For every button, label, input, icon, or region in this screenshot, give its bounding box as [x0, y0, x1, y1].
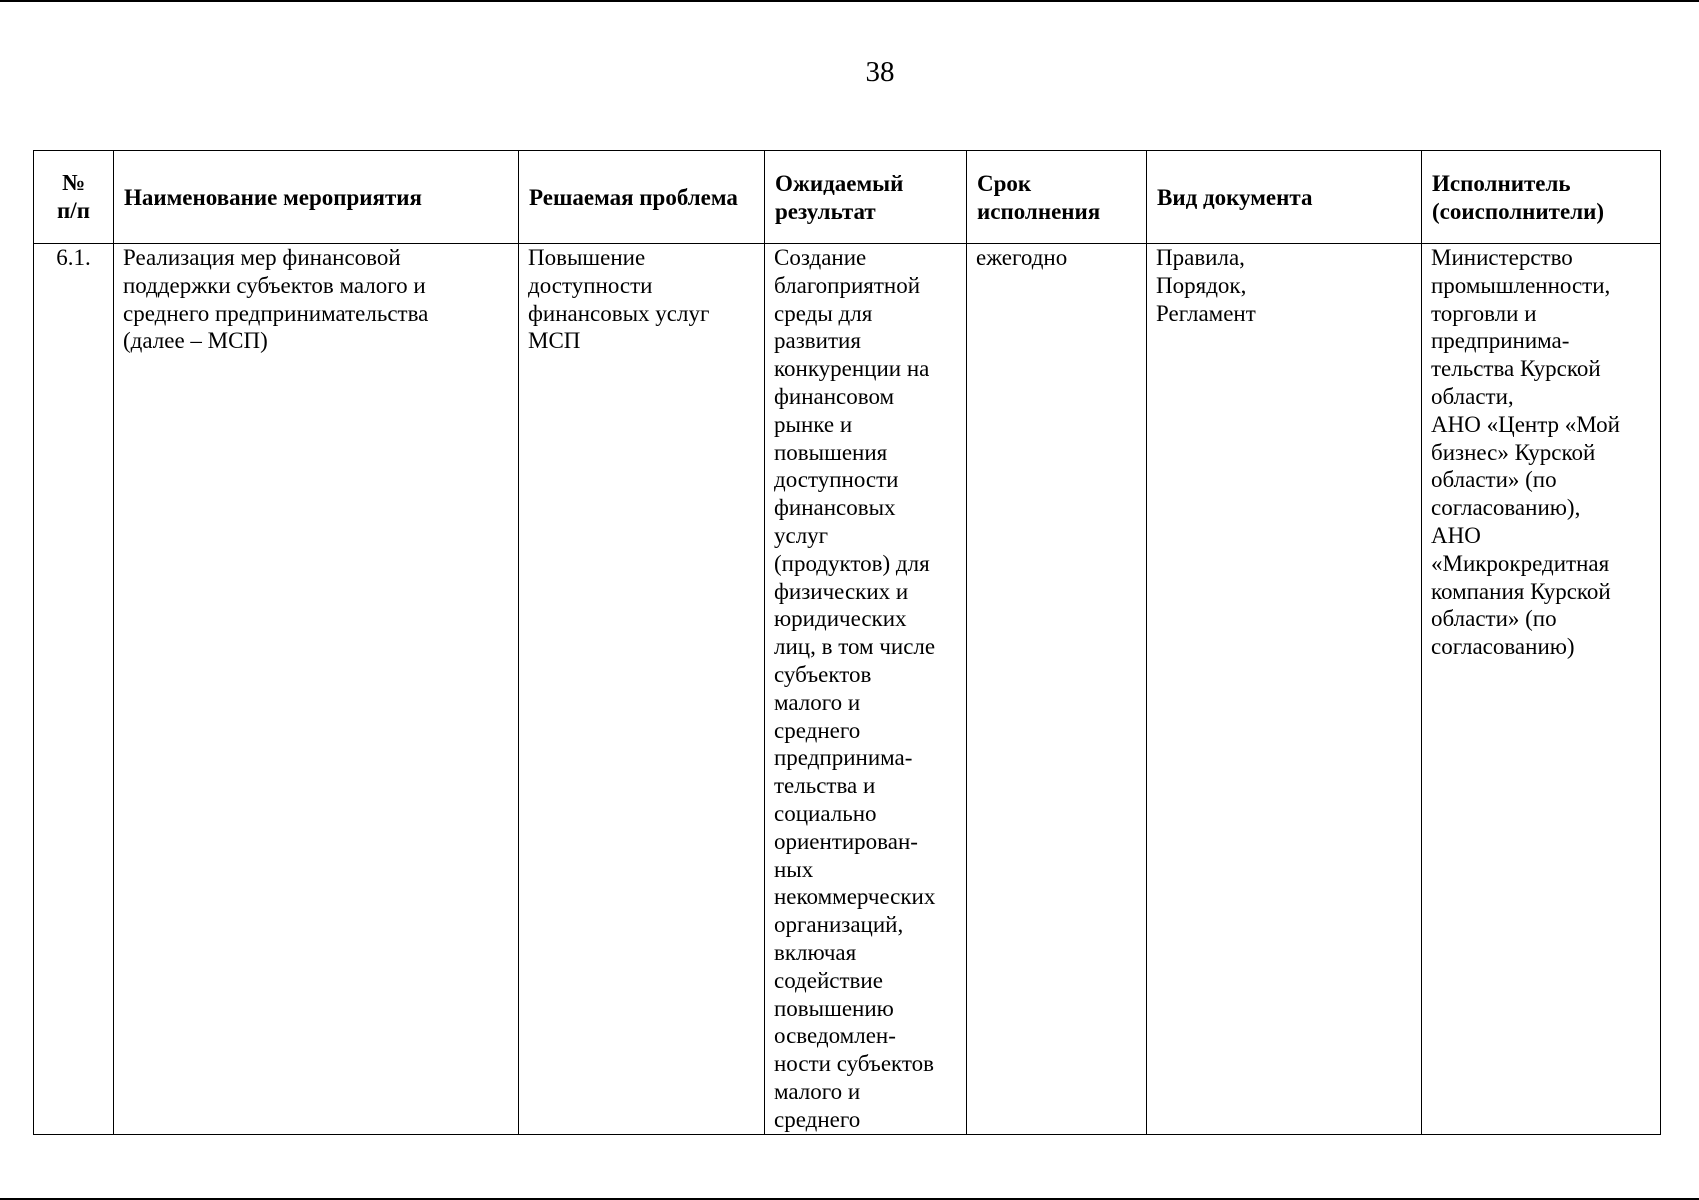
header-event-name	[114, 151, 519, 244]
cell-deadline	[967, 244, 1147, 1135]
header-deadline-label: Срок исполнения	[977, 171, 1101, 224]
cell-event-name	[114, 244, 519, 1135]
header-result-label: Ожидаемый результат	[775, 171, 904, 224]
cell-problem-text: Повышение доступности финансовых услуг МСП	[528, 245, 710, 354]
cell-document-type	[1147, 244, 1422, 1135]
header-number-label: № п/п	[57, 170, 90, 223]
cell-executor	[1422, 244, 1661, 1135]
header-problem	[519, 151, 765, 244]
cell-executor-text: Министерство промышленности, торговли и предпринима- тельства Курской области, АНО «Центр «Мой бизнес» Курской области» (по согласованию), АНО «Микрокредитная компания Курской области» (по согласованию)	[1431, 245, 1620, 660]
cell-result-text: Создание благоприятной среды для развития конкуренции на финансовом рынке и повышения доступности финансовых услуг (продуктов) для физических и юридических лиц, в том числе субъектов малого и среднего предпринима- тельства и социально ориентирован- ных некоммерческих организаций, включая содействие повышению осведомлен- ности субъектов малого и среднего	[774, 245, 936, 1132]
page-number: 38	[865, 56, 895, 88]
header-deadline	[967, 151, 1147, 244]
action-plan-table	[33, 150, 1661, 1135]
cell-deadline-text: ежегодно	[976, 245, 1068, 270]
cell-problem	[519, 244, 765, 1135]
header-executor-label: Исполнитель (соисполнители)	[1432, 171, 1605, 224]
table-row	[34, 244, 1661, 1135]
header-event-name-label: Наименование мероприятия	[124, 185, 422, 211]
page-top-edge	[0, 0, 1699, 2]
header-result	[765, 151, 967, 244]
header-problem-label: Решаемая проблема	[529, 185, 738, 211]
cell-result	[765, 244, 967, 1135]
table-header	[34, 151, 1661, 244]
header-document-type-label: Вид документа	[1157, 185, 1313, 211]
table-body	[34, 244, 1661, 1135]
cell-document-type-text: Правила, Порядок, Регламент	[1156, 245, 1256, 326]
header-number	[34, 151, 114, 244]
table-header-row	[34, 151, 1661, 244]
header-document-type	[1147, 151, 1422, 244]
cell-number	[34, 244, 114, 1135]
cell-event-name-text: Реализация мер финансовой поддержки субъектов малого и среднего предпринимательства (далее – МСП)	[123, 245, 429, 354]
cell-number-text: 6.1.	[56, 245, 91, 270]
header-executor	[1422, 151, 1661, 244]
